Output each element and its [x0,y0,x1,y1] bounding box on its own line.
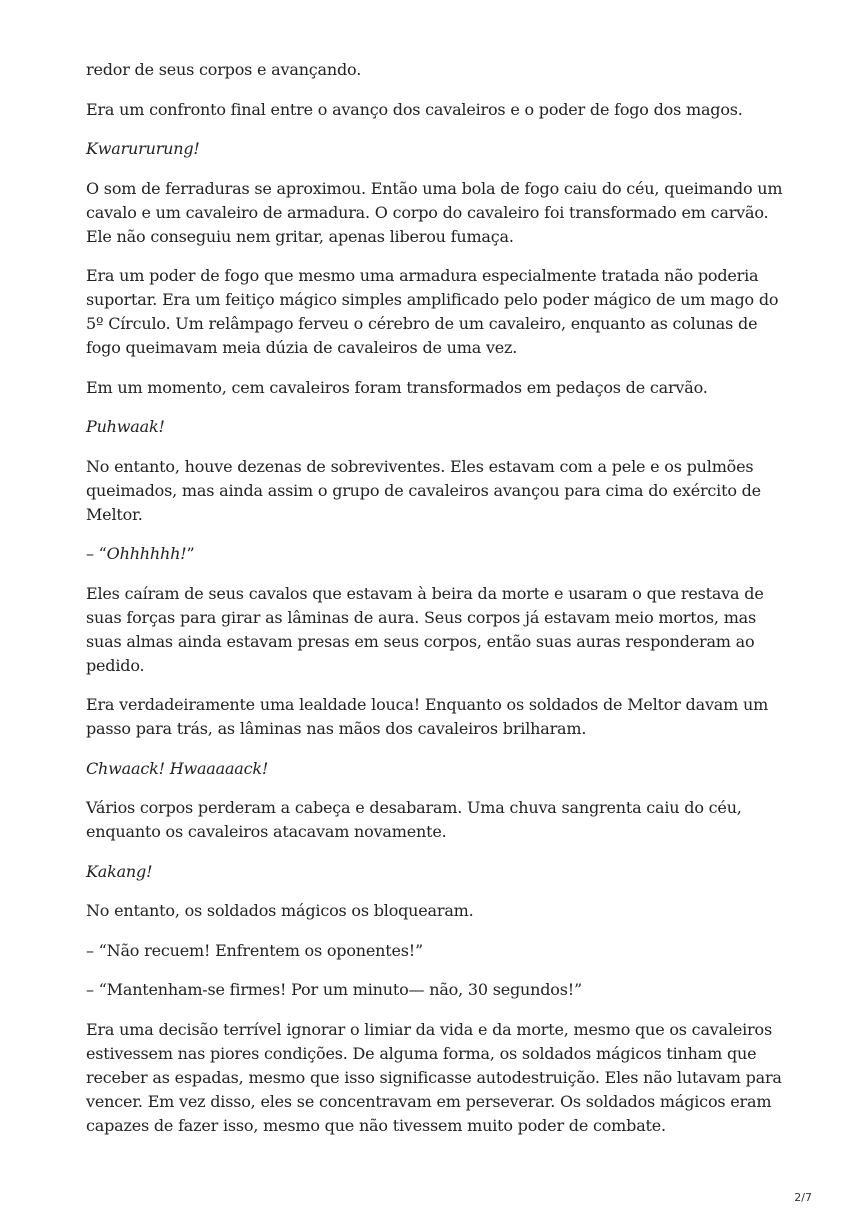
paragraph: Era uma decisão terrível ignorar o limiar da vida e da morte, mesmo que os cavaleiros estivessem nas piores condições. De alguma forma, os soldados mágicos tinham que receber as espadas, mesmo que isso significasse autodestruição. Eles não lutavam para vencer. Em vez disso, eles se concentravam em perseverar. Os soldados mágicos eram capazes de fazer isso, mesmo que não tivessem muito poder de combate. [86,1019,782,1135]
sound-effect-paragraph: Kakang! [86,861,153,881]
paragraph: Eles caíram de seus cavalos que estavam à beira da morte e usaram o que restava de suas forças para girar as lâminas de aura. Seus corpos já estavam meio mortos, mas suas almas ainda estavam presas em seus corpos, então suas auras responderam ao pedido. [86,583,764,675]
dialogue-paragraph: – “Não recuem! Enfrentem os oponentes!” [86,940,423,960]
dialogue-paragraph: – “Ohhhhhh!” [86,544,195,563]
dialogue-italic-text: Ohhhhhh! [106,544,187,563]
dialogue-paragraph: – “Mantenham-se firmes! Por um minuto— não, 30 segundos!” [86,980,582,999]
paragraph: Vários corpos perderam a cabeça e desabaram. Uma chuva sangrenta caiu do céu, enquanto os cavaleiros atacavam novamente. [86,798,742,841]
paragraph: O som de ferraduras se aproximou. Então uma bola de fogo caiu do céu, queimando um cavalo e um cavaleiro de armadura. O corpo do cavaleiro foi transformado em carvão. Ele não conseguiu nem gritar, apenas liberou fumaça. [86,178,783,246]
paragraph: Era um poder de fogo que mesmo uma armadura especialmente tratada não poderia suportar. Era um feitiço mágico simples amplificado pelo poder mágico de um mago do 5º Círculo. Um relâmpago ferveu o cérebro de um cavaleiro, enquanto as colunas de fogo queimavam meia dúzia de cavaleiros de uma vez. [86,266,779,357]
page-number: 2/7 [794,1191,812,1204]
document-body [86,58,786,1153]
sound-effect-paragraph: Chwaack! Hwaaaaack! [86,758,269,778]
paragraph: Era um confronto final entre o avanço dos cavaleiros e o poder de fogo dos magos. [86,99,743,119]
paragraph: No entanto, os soldados mágicos os bloquearam. [86,901,474,920]
paragraph: redor de seus corpos e avançando. [86,60,362,79]
sound-effect-paragraph: Kwarururung! [86,139,200,158]
paragraph: Em um momento, cem cavaleiros foram transformados em pedaços de carvão. [86,377,708,397]
paragraph: Era verdadeiramente uma lealdade louca! Enquanto os soldados de Meltor davam um passo para trás, as lâminas nas mãos dos cavaleiros brilharam. [86,695,769,738]
sound-effect-paragraph: Puhwaak! [86,417,165,436]
paragraph: No entanto, houve dezenas de sobreviventes. Eles estavam com a pele e os pulmões queimados, mas ainda assim o grupo de cavaleiros avançou para cima do exército de Meltor. [86,456,761,524]
